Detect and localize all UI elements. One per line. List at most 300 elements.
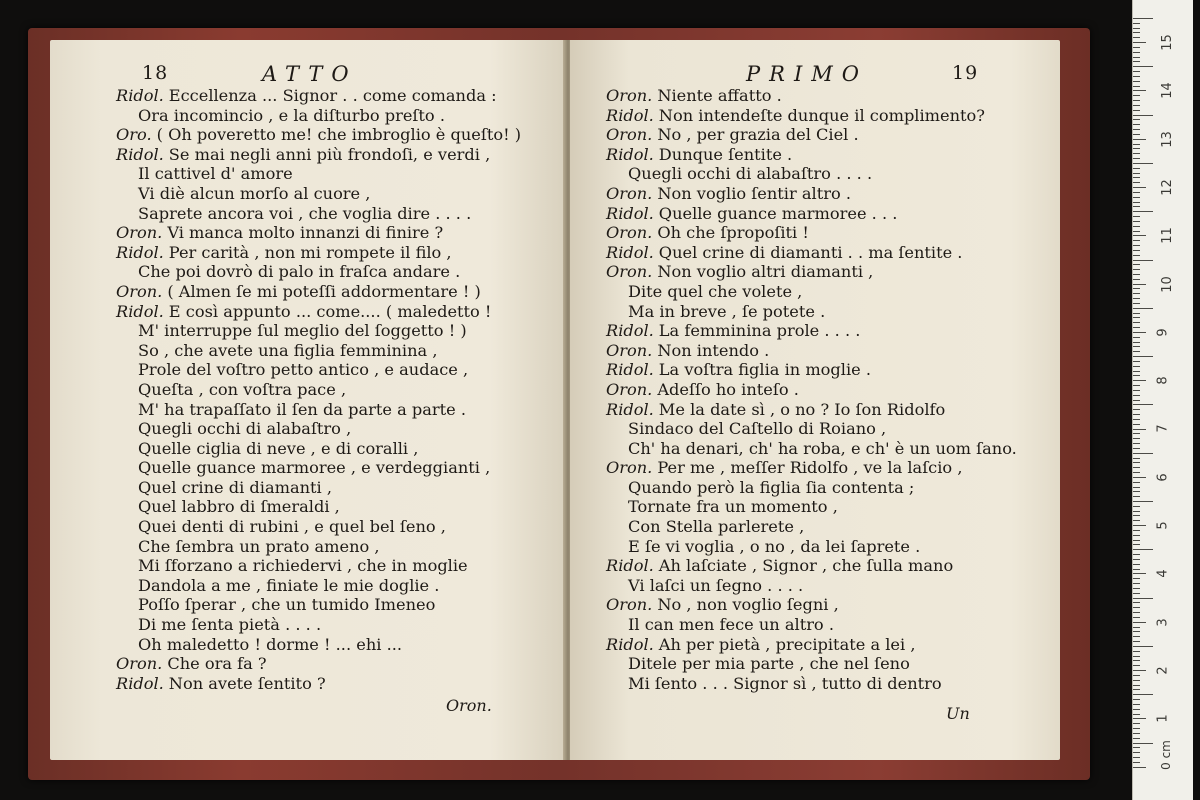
ruler-tick	[1133, 148, 1140, 149]
text-line	[116, 576, 568, 596]
line-text: Niente affatto .	[657, 86, 782, 105]
line-text: Con Stella parlerete ,	[628, 517, 805, 537]
ruler-tick	[1133, 573, 1146, 574]
ruler-tick	[1133, 467, 1140, 468]
speaker-name: Oro.	[116, 125, 152, 145]
line-text: Non avete ſentito ?	[168, 673, 326, 693]
ruler-tick	[1133, 139, 1146, 140]
ruler-tick	[1133, 699, 1140, 700]
text-line	[116, 341, 568, 361]
speaker-name: Ridol.	[606, 399, 654, 419]
ruler-tick	[1133, 540, 1140, 541]
ruler-tick	[1133, 651, 1140, 652]
line-text: Tornate fra un momento ,	[628, 497, 838, 517]
ruler-tick	[1133, 173, 1140, 174]
text-line	[116, 439, 568, 459]
ruler-tick	[1133, 438, 1140, 439]
ruler-tick	[1133, 124, 1140, 125]
ruler-number: 3	[1155, 617, 1171, 627]
ruler-tick	[1133, 414, 1140, 415]
ruler-tick	[1133, 738, 1140, 739]
text-line	[606, 282, 1060, 302]
text-line	[116, 654, 568, 674]
ruler-tick	[1133, 520, 1140, 521]
speaker-name: Oron.	[606, 595, 653, 615]
text-line	[116, 674, 568, 694]
line-text: Di me ſenta pietà . . . .	[138, 615, 322, 635]
text-line	[606, 654, 1060, 674]
ruler-tick	[1133, 680, 1140, 681]
ruler-tick	[1133, 511, 1140, 512]
ruler-tick	[1133, 366, 1140, 367]
ruler-tick	[1133, 322, 1140, 323]
ruler-tick	[1133, 549, 1153, 550]
left-catchword: Oron.	[446, 696, 492, 715]
ruler-tick	[1133, 443, 1140, 444]
ruler-tick	[1133, 211, 1153, 212]
left-page	[50, 40, 568, 760]
ruler-number: 10	[1159, 275, 1175, 293]
ruler-number: 1	[1155, 714, 1171, 723]
text-line	[116, 478, 568, 498]
ruler-tick	[1133, 158, 1140, 159]
text-line	[606, 125, 1060, 145]
ruler-tick	[1133, 656, 1140, 657]
line-text: Vi manca molto innanzi di finire ?	[167, 223, 444, 243]
line-text: Il cattivel d' amore	[138, 164, 293, 184]
text-line	[116, 302, 568, 322]
ruler-tick	[1133, 631, 1140, 632]
text-line	[116, 282, 568, 302]
ruler-tick	[1133, 129, 1140, 130]
ruler-tick	[1133, 298, 1140, 299]
ruler-number: 8	[1155, 376, 1171, 385]
line-text: ( Oh poveretto me! che imbroglio è queſto! )	[156, 125, 522, 145]
ruler-tick	[1133, 197, 1140, 198]
ruler-number: 4	[1155, 569, 1171, 578]
line-text: Quelle ciglia di neve , e di coralli ,	[138, 438, 419, 458]
line-text: Ah per pietà , precipitate a lei ,	[658, 634, 916, 654]
text-line	[116, 360, 568, 380]
ruler-tick	[1133, 419, 1140, 420]
ruler-tick	[1133, 646, 1153, 647]
speaker-name: Oron.	[116, 654, 163, 674]
ruler-tick	[1133, 458, 1140, 459]
line-text: Eccellenza ... Signor . . come comanda :	[168, 86, 497, 105]
text-line	[116, 517, 568, 537]
text-line	[606, 145, 1060, 165]
ruler-tick	[1133, 491, 1140, 492]
speaker-name: Ridol.	[116, 144, 164, 164]
text-line	[606, 615, 1060, 635]
line-text: Quelle guance marmoree , e verdeggianti ,	[138, 458, 491, 478]
speaker-name: Ridol.	[606, 242, 654, 262]
text-line	[606, 537, 1060, 557]
ruler-tick	[1133, 52, 1140, 53]
line-text: Quel crine di diamanti . . ma ſentite .	[658, 242, 963, 262]
ruler-tick	[1133, 578, 1140, 579]
ruler-tick	[1133, 743, 1153, 744]
line-text: Saprete ancora voi , che voglia dire . . . .	[138, 203, 472, 223]
ruler-tick	[1133, 28, 1140, 29]
ruler-tick	[1133, 501, 1153, 502]
line-text: Non voglio altri diamanti ,	[657, 262, 874, 282]
text-line	[116, 595, 568, 615]
ruler-tick	[1133, 554, 1140, 555]
ruler-tick	[1133, 714, 1140, 715]
ruler-tick	[1133, 723, 1140, 724]
line-text: La femminina prole . . . .	[658, 321, 861, 341]
ruler-tick	[1133, 119, 1140, 120]
ruler-tick	[1133, 477, 1146, 478]
ruler-tick	[1133, 284, 1146, 285]
ruler-tick	[1133, 670, 1146, 671]
speaker-name: Ridol.	[606, 203, 654, 223]
ruler-tick	[1133, 583, 1140, 584]
ruler-tick	[1133, 86, 1140, 87]
ruler-number: 12	[1159, 179, 1175, 196]
ruler-tick	[1133, 226, 1140, 227]
ruler-tick	[1133, 168, 1140, 169]
ruler-tick	[1133, 767, 1146, 768]
right-page	[570, 40, 1060, 760]
text-line	[116, 419, 568, 439]
ruler-tick	[1133, 704, 1140, 705]
left-running-head: ATTO	[262, 62, 358, 86]
line-text: Me la date sì , o no ? Io ſon Ridolfo	[658, 399, 946, 419]
speaker-name: Oron.	[116, 281, 163, 301]
line-text: Se mai negli anni più frondoſi, e verdi ,	[168, 144, 491, 164]
ruler-tick	[1133, 404, 1153, 405]
ruler-tick	[1133, 308, 1153, 309]
text-line	[606, 341, 1060, 361]
ruler-tick	[1133, 255, 1140, 256]
text-line	[606, 184, 1060, 204]
ruler-tick	[1133, 187, 1146, 188]
ruler-tick	[1133, 622, 1146, 623]
line-text: Quel crine di diamanti ,	[138, 477, 333, 497]
ruler-number: 15	[1159, 34, 1175, 51]
line-text: La voſtra figlia in moglie .	[658, 360, 872, 380]
text-line	[606, 674, 1060, 694]
line-text: Oh che ſpropoſiti !	[657, 223, 809, 243]
speaker-name: Ridol.	[116, 673, 164, 693]
text-line	[606, 302, 1060, 322]
ruler-tick	[1133, 356, 1153, 357]
line-text: Quando però la figlia ſia contenta ;	[628, 477, 915, 497]
ruler-tick	[1133, 757, 1140, 758]
left-page-number: 18	[142, 62, 169, 84]
text-line	[606, 497, 1060, 517]
line-text: M' interruppe ſul meglio del ſoggetto ! )	[138, 321, 467, 341]
text-line	[606, 419, 1060, 439]
speaker-name: Ridol.	[606, 105, 654, 125]
ruler-tick	[1133, 90, 1146, 91]
ruler-number: 2	[1155, 666, 1171, 675]
speaker-name: Oron.	[606, 262, 653, 282]
text-line	[606, 517, 1060, 537]
ruler-tick	[1133, 240, 1140, 241]
line-text: Ah laſciate , Signor , che ſulla mano	[658, 556, 954, 576]
ruler-tick	[1133, 105, 1140, 106]
ruler-tick	[1133, 617, 1140, 618]
ruler-tick	[1133, 57, 1140, 58]
ruler-tick	[1133, 453, 1153, 454]
ruler-tick	[1133, 598, 1153, 599]
right-running-head: PRIMO	[746, 62, 868, 86]
ruler-tick	[1133, 602, 1140, 603]
line-text: Quei denti di rubini , e quel bel ſeno ,	[138, 517, 446, 537]
ruler-number: 6	[1155, 473, 1171, 482]
ruler-tick	[1133, 18, 1153, 19]
text-line	[606, 635, 1060, 655]
line-text: M' ha trapaſſato il ſen da parte a parte .	[138, 399, 467, 419]
ruler-tick	[1133, 433, 1140, 434]
ruler-tick	[1133, 81, 1140, 82]
text-line	[116, 635, 568, 655]
text-line	[116, 164, 568, 184]
line-text: Queſta , con voſtra pace ,	[138, 379, 347, 399]
ruler-tick	[1133, 733, 1140, 734]
ruler-tick	[1133, 685, 1140, 686]
ruler-tick	[1133, 675, 1140, 676]
ruler-tick	[1133, 689, 1140, 690]
line-text: So , che avete una figlia femminina ,	[138, 340, 438, 360]
line-text: Che ora fa ?	[167, 654, 267, 674]
text-line	[606, 458, 1060, 478]
ruler-tick	[1133, 182, 1140, 183]
ruler-number: 5	[1155, 521, 1171, 530]
text-line	[606, 321, 1060, 341]
ruler-tick	[1133, 342, 1140, 343]
line-text: Per carità , non mi rompete il filo ,	[168, 242, 452, 262]
ruler-number: 7	[1155, 424, 1171, 434]
ruler-tick	[1133, 303, 1140, 304]
line-text: Vi diè alcun morſo al cuore ,	[138, 183, 371, 203]
text-line	[606, 223, 1060, 243]
text-line	[606, 576, 1060, 596]
ruler-number: 9	[1155, 328, 1171, 337]
ruler-tick	[1133, 115, 1153, 116]
ruler-tick	[1133, 409, 1140, 410]
ruler-tick	[1133, 462, 1140, 463]
line-text: Non intendo .	[657, 340, 770, 360]
speaker-name: Ridol.	[606, 556, 654, 576]
text-line	[606, 86, 1060, 106]
ruler-tick	[1133, 525, 1146, 526]
ruler-tick	[1133, 163, 1153, 164]
ruler-tick	[1133, 530, 1140, 531]
line-text: Mi ſento . . . Signor sì , tutto di dentro	[628, 673, 942, 693]
left-text-block	[116, 86, 568, 693]
line-text: Non voglio ſentir altro .	[657, 183, 851, 203]
text-line	[606, 478, 1060, 498]
ruler-tick	[1133, 395, 1140, 396]
text-line	[606, 243, 1060, 263]
ruler-tick	[1133, 627, 1140, 628]
text-line	[116, 400, 568, 420]
ruler-tick	[1133, 535, 1140, 536]
text-line	[606, 556, 1060, 576]
text-line	[606, 400, 1060, 420]
ruler-tick	[1133, 380, 1146, 381]
line-text: Mi ſforzano a richiedervi , che in moglie	[138, 556, 468, 576]
ruler-tick	[1133, 569, 1140, 570]
ruler-tick	[1133, 245, 1140, 246]
right-catchword: Un	[946, 704, 970, 723]
speaker-name: Ridol.	[606, 360, 654, 380]
ruler-tick	[1133, 293, 1140, 294]
ruler-tick	[1133, 231, 1140, 232]
ruler-tick	[1133, 66, 1153, 67]
ruler-tick	[1133, 718, 1146, 719]
ruler-tick	[1133, 76, 1140, 77]
line-text: Non intendeſte dunque il complimento?	[658, 105, 985, 125]
line-text: Ora incomincio , e la diſturbo preſto .	[138, 105, 445, 125]
line-text: No , per grazia del Ciel .	[657, 125, 859, 145]
ruler-tick	[1133, 206, 1140, 207]
ruler-tick	[1133, 487, 1140, 488]
ruler-tick	[1133, 559, 1140, 560]
speaker-name: Ridol.	[606, 144, 654, 164]
ruler-tick	[1133, 279, 1140, 280]
ruler-tick	[1133, 32, 1140, 33]
line-text: Quelle guance marmoree . . .	[658, 203, 898, 223]
ruler-tick	[1133, 134, 1140, 135]
text-line	[116, 184, 568, 204]
text-line	[116, 321, 568, 341]
ruler-tick	[1133, 144, 1140, 145]
ruler-tick	[1133, 400, 1140, 401]
ruler-tick	[1133, 506, 1140, 507]
text-line	[116, 556, 568, 576]
ruler-unit-label: 0 cm	[1158, 740, 1173, 770]
speaker-name: Ridol.	[116, 86, 164, 105]
ruler-tick	[1133, 264, 1140, 265]
ruler-tick	[1133, 221, 1140, 222]
ruler-tick	[1133, 515, 1140, 516]
text-line	[116, 204, 568, 224]
ruler-tick	[1133, 728, 1140, 729]
ruler-tick	[1133, 482, 1140, 483]
line-text: Ch' ha denari, ch' ha roba, e ch' è un uom ſano.	[628, 438, 1017, 458]
ruler-tick	[1133, 313, 1140, 314]
ruler-tick	[1133, 588, 1140, 589]
ruler-tick	[1133, 153, 1140, 154]
line-text: Oh maledetto ! dorme ! ... ehi ...	[138, 634, 403, 654]
ruler-tick	[1133, 202, 1140, 203]
ruler-tick	[1133, 37, 1140, 38]
text-line	[606, 106, 1060, 126]
text-line	[116, 380, 568, 400]
line-text: Per me , meſſer Ridolfo , ve la laſcio ,	[657, 458, 963, 478]
ruler-tick	[1133, 192, 1140, 193]
line-text: Poſſo ſperar , che un tumido Imeneo	[138, 595, 436, 615]
line-text: Il can men fece un altro .	[628, 615, 834, 635]
ruler-tick	[1133, 472, 1140, 473]
text-line	[116, 262, 568, 282]
line-text: Ditele per mia parte , che nel ſeno	[628, 654, 910, 674]
ruler-tick	[1133, 288, 1140, 289]
speaker-name: Ridol.	[116, 301, 164, 321]
ruler-tick	[1133, 694, 1153, 695]
line-text: Che poi dovrò di palo in fraſca andare .	[138, 262, 461, 282]
ruler-tick	[1133, 351, 1140, 352]
line-text: ( Almen ſe mi poteſſi addormentare ! )	[167, 281, 481, 301]
text-line	[116, 86, 568, 106]
ruler-tick	[1133, 747, 1140, 748]
text-line	[116, 497, 568, 517]
ruler-tick	[1133, 429, 1146, 430]
text-line	[116, 458, 568, 478]
line-text: No , non voglio ſegni ,	[657, 595, 839, 615]
right-page-number: 19	[952, 62, 979, 84]
ruler-tick	[1133, 274, 1140, 275]
speaker-name: Ridol.	[606, 634, 654, 654]
line-text: Vi laſci un ſegno . . . .	[628, 575, 804, 595]
ruler-tick	[1133, 371, 1140, 372]
text-line	[606, 164, 1060, 184]
speaker-name: Oron.	[116, 223, 163, 243]
ruler-tick	[1133, 337, 1140, 338]
ruler-tick	[1133, 269, 1140, 270]
ruler-tick	[1133, 177, 1140, 178]
ruler-tick	[1133, 762, 1140, 763]
text-line	[116, 106, 568, 126]
ruler-tick	[1133, 110, 1140, 111]
speaker-name: Ridol.	[606, 321, 654, 341]
line-text: E ſe vi voglia , o no , da lei ſaprete .	[628, 536, 921, 556]
speaker-name: Oron.	[606, 379, 653, 399]
text-line	[606, 360, 1060, 380]
ruler-number: 11	[1159, 227, 1175, 244]
measuring-ruler	[1132, 0, 1193, 800]
ruler-tick	[1133, 250, 1140, 251]
text-line	[116, 243, 568, 263]
speaker-name: Oron.	[606, 125, 653, 145]
right-text-block	[606, 86, 1060, 693]
ruler-number: 13	[1159, 130, 1175, 148]
ruler-tick	[1133, 496, 1140, 497]
text-line	[606, 204, 1060, 224]
ruler-tick	[1133, 100, 1140, 101]
line-text: Quel labbro di ſmeraldi ,	[138, 497, 340, 517]
ruler-tick	[1133, 235, 1146, 236]
ruler-tick	[1133, 641, 1140, 642]
ruler-tick	[1133, 593, 1140, 594]
ruler-tick	[1133, 709, 1140, 710]
ruler-tick	[1133, 660, 1140, 661]
ruler-tick	[1133, 361, 1140, 362]
ruler-tick	[1133, 544, 1140, 545]
ruler-tick	[1133, 665, 1140, 666]
line-text: Prole del voſtro petto antico , e audace ,	[138, 360, 469, 380]
ruler-tick	[1133, 71, 1140, 72]
ruler-tick	[1133, 327, 1140, 328]
line-text: E così appunto ... come.... ( maledetto !	[168, 301, 492, 321]
ruler-tick	[1133, 612, 1140, 613]
text-line	[116, 615, 568, 635]
ruler-tick	[1133, 23, 1140, 24]
text-line	[116, 145, 568, 165]
line-text: Quegli occhi di alabaſtro . . . .	[628, 164, 873, 184]
ruler-tick	[1133, 636, 1140, 637]
ruler-tick	[1133, 317, 1140, 318]
line-text: Adeſſo ho inteſo .	[657, 379, 799, 399]
ruler-tick	[1133, 260, 1153, 261]
line-text: Dandola a me , finiate le mie doglie .	[138, 575, 440, 595]
text-line	[116, 223, 568, 243]
